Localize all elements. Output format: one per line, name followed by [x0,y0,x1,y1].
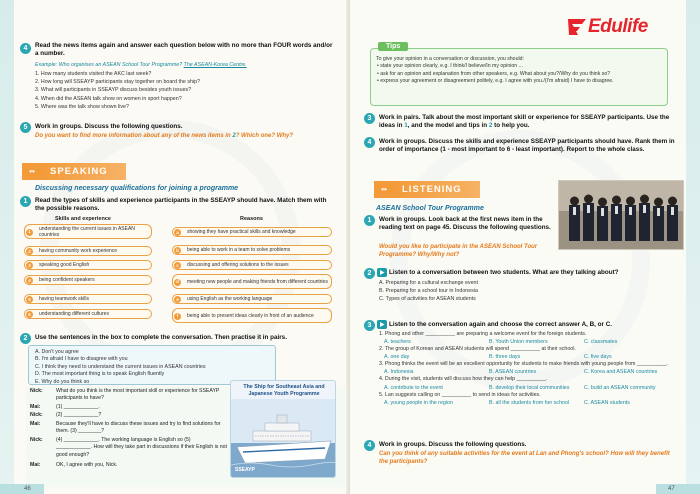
listening-exercise-4-instruction: Work in groups. Discuss the following questions. [379,441,527,448]
tip-item: • express your agreement or disagreement politely, e.g. I agree with you./(I'm afraid) I have to disagree. [377,77,614,84]
example-label: Example: [35,62,58,68]
option-number: 6 [26,311,33,318]
audio-track-icon[interactable] [377,268,387,277]
skill-option-2[interactable] [24,246,152,256]
phrase-item: C. I think they need to understand the current issues in ASEAN countries [35,363,206,370]
ship-image-card [230,380,336,478]
exercise-4-question-list [35,70,340,111]
logo-text: Edulife [588,16,648,37]
mc-question: 4. During the visit, students will discuss how they can help __________. [379,376,548,383]
option-text: being able to present ideas clearly in front of an audience [187,312,314,319]
phrase-item: A. Don't you agree [35,349,79,355]
option-number: 5 [26,296,33,303]
question-item: 1. How many students visited the AKC last week? [35,71,152,77]
mc-question: 3. Phong thinks the event will be an excellent opportunity for students to make friends with young people from __________. [379,361,668,368]
answer-option[interactable]: C. Types of activities for ASEAN students [379,296,476,303]
mc-option-a[interactable]: A. Indonesia [384,369,414,376]
question-text-part: Do you want to find more information about any of the news items in [35,133,231,139]
mc-options-row [379,338,684,346]
listening-subtitle: ASEAN School Tour Programme [376,205,484,212]
listening-exercise-3-instruction: Listen to the conversation again and choose the correct answer A, B, or C. [389,321,613,328]
left-edge-stripe [0,0,14,494]
phrase-item: E. Why do you think so [35,378,90,385]
edulife-logo [566,16,648,38]
question-item: 5. Where was the talk show shown live? [35,103,129,110]
mc-option-b[interactable]: B. ASEAN countries [489,369,537,376]
exercise-4-instruction: Read the news items again and answer each question below with no more than FOUR words and/or a number. [35,42,333,57]
listening-section-header [374,181,480,198]
mc-option-c[interactable]: C. classmates [584,339,618,346]
reference-number: 2 [232,133,236,139]
section-dots-icon: •• [22,163,42,180]
question-item: 4. When did the ASEAN talk show on women in sport happen? [35,95,182,102]
example-answer: The ASEAN-Korea Centre. [183,62,247,68]
instruction-text-part: Work in pairs. Talk about the most important skill or experience for SSEAYP participants. Use the ideas in [379,114,670,129]
reason-option-c[interactable] [172,260,332,270]
instruction-text-part: , and the model and tips in [407,121,488,129]
listening-exercise-3-number: 3 [364,320,375,331]
tips-content [376,56,666,85]
option-text: discussing and offering solutions to the issues [187,262,289,268]
skill-option-5[interactable] [24,294,152,304]
listening-exercise-1-instruction: Work in groups. Look back at the first news item in the reading text on page 45. Discuss the following questions. [379,216,551,231]
listening-title: LISTENING [394,181,480,198]
speaker-label: Nick: [30,388,43,394]
answer-option[interactable]: B. Preparing for a school tour in Indonesia [379,288,478,295]
mc-options-row [379,353,684,361]
exercise-3-number: 3 [364,113,375,124]
mc-options-row [379,399,684,407]
mc-option-a[interactable]: A. teachers [384,339,411,346]
mc-option-a[interactable]: A. one day [384,354,410,361]
listening-exercise-1-number: 1 [364,215,375,226]
reasons-column-header: Reasons [240,216,263,222]
audio-track-icon[interactable] [377,320,387,329]
phrase-item: B. I'm afraid I have to disagree with you [35,356,128,363]
phrase-item: D. The most important thing is to speak English fluently [35,371,165,378]
dialogue-line: What do you think is the most important skill or experience for SSEAYP participants to have? [56,388,220,402]
mc-option-a[interactable]: A. young people in the region [384,399,453,406]
reason-option-e[interactable] [172,294,332,304]
exercise-5-question [35,133,335,141]
example-question: Who organises an ASEAN School Tour Programme? [58,62,183,68]
speaker-label: Mai: [30,421,41,427]
option-letter: e [174,296,181,303]
exercise-4-number: 4 [20,43,31,54]
option-letter: d [174,279,181,286]
option-number: 2 [26,248,33,255]
mc-question: 1. Phong and other __________ are preparing a welcome event for the foreign students. [379,331,587,337]
mc-option-b[interactable]: B. Youth Union members [489,339,548,346]
option-text: using English as the working language [187,296,273,302]
option-text: understanding different cultures [39,311,109,317]
listening-exercise-2-options [379,279,679,304]
option-text: being confident speakers [39,277,95,283]
mc-option-b[interactable]: B. three days [489,354,521,361]
listening-exercise-3-questions [379,331,684,407]
mc-option-a[interactable]: A. contribute to the event [384,384,443,391]
mc-options-row [379,368,684,376]
option-text: meeting new people and making friends from different countries [187,278,328,285]
option-letter: a [174,229,181,236]
question-item: 2. How long will SSEAYP participants stay together on board the ship? [35,79,200,86]
option-letter: b [174,247,181,254]
mc-option-b[interactable]: B. all the students from her school [489,399,570,406]
left-page-number: 46 [24,486,31,492]
speaking-subtitle: Discussing necessary qualifications for joining a programme [35,185,239,192]
option-letter: c [174,262,181,269]
tips-intro: To give your opinion in a conversation or discussion, you should: [376,56,524,62]
skills-column-header: Skills and experience [55,216,111,222]
speaking-exercise-2-instruction: Use the sentences in the box to complete the conversation. Then practise it in pairs. [35,334,287,341]
option-text: being able to work in a team to solve problems [187,247,291,253]
exercise-4-example [35,61,340,69]
skill-option-1[interactable] [24,224,152,239]
section-dots-icon: •• [374,181,394,198]
speaker-label: Mai: [30,462,41,468]
tip-item: • ask for an opinion and explanation from other speakers, e.g. What about you?/Why do you think so? [377,70,611,77]
speaking-exercise-1-instruction: Read the types of skills and experience participants in the SSEAYP should have. Match them with the possible reasons. [35,197,327,212]
mc-option-c[interactable]: C. build an ASEAN community [584,384,656,391]
left-bottom-bar [0,484,44,494]
dialogue-line: (2) ____________? [56,412,102,418]
listening-exercise-2-instruction: Listen to a conversation between two students. What are they talking about? [389,269,619,276]
dialogue-line: (4) ____________. The working language is English so (5) ____________. How will they take part in discussions if their English is not good enough? [56,437,227,458]
reference-number: 2 [488,121,493,129]
tip-item: • state your opinion clearly, e.g. I think/I believe/In my opinion ... [377,63,523,70]
right-page-number: 47 [668,486,675,492]
speaker-label: Nick: [30,412,43,418]
option-text: having community work experience [39,248,118,254]
right-page [350,0,700,494]
ship-caption: The Ship for Southeast Asia and Japanese Youth Programme [243,384,325,397]
listening-exercise-4-question: Can you think of any suitable activities for the event at Lan and Phong's school? How will they benefit the participants? [379,451,670,465]
tip-text: express your agreement or disagreement politely, e.g. I agree with you./(I'm afraid) I have to disagree. [380,77,614,84]
question-text-part: ? Which one? Why? [235,133,294,139]
ship-label: SSEAYP [235,467,255,473]
speaker-label: Nick: [30,437,43,443]
dialogue-line: Because they'll have to discuss these issues and try to find solutions for them. (3) ________? [56,421,221,435]
exercise-4-number: 4 [364,137,375,148]
exercise-4-instruction: Work in groups. Discuss the skills and experience SSEAYP participants should have. Rank them in order of importance (1 - most important to 6 - least important). Report to the whole class. [379,138,675,153]
mc-option-c[interactable]: C. Korea and ASEAN countries [584,369,658,376]
reason-option-b[interactable] [172,245,332,255]
mc-option-c[interactable]: C. ASEAN students [584,399,630,406]
option-text: understanding the current issues in ASEAN countries [39,225,135,238]
instruction-text-part: to help you. [494,121,530,129]
reference-number: 1 [404,121,408,129]
speaking-section-header [22,163,126,180]
mc-question: 2. The group of Korean and ASEAN students will spend __________ at their school. [379,346,576,353]
option-text: having teamwork skills [39,296,90,302]
option-text: showing they have practical skills and knowledge [187,229,296,235]
skill-option-6[interactable] [24,309,152,319]
exercise-3-instruction [379,114,679,130]
dialogue-line: OK, I agree with you, Nick. [56,462,118,468]
dialogue-line: (1) ____________. [56,404,100,410]
reason-option-f[interactable] [172,308,332,323]
exercise-5-instruction: Work in groups. Discuss the following questions. [35,123,183,130]
option-number: 3 [26,262,33,269]
right-edge-stripe [686,0,700,494]
question-item: 3. What will participants in SSEAYP discuss besides youth issues? [35,87,192,94]
phrase-box [28,345,276,385]
option-letter: f [174,313,181,320]
listening-exercise-1-question: Would you like to participate in the ASEAN School Tour Programme? Why/Why not? [379,244,538,258]
tip-text: ask for an opinion and explanation from other speakers, e.g. What about you?/Why do you think so? [380,70,611,77]
tips-tag: Tips [378,42,408,51]
right-bottom-bar [656,484,700,494]
answer-option[interactable]: A. Preparing for a cultural exchange event [379,280,478,286]
exercise-5-number: 5 [20,122,31,133]
mc-question: 5. Lan suggests calling on __________ to send in ideas for activities. [379,391,541,398]
mc-option-b[interactable]: B. develop their local communities [489,384,570,391]
speaking-title: SPEAKING [42,163,126,180]
reason-option-a[interactable] [172,227,332,237]
listening-exercise-4-number: 4 [364,440,375,451]
speaker-label: Mai: [30,404,41,410]
logo-mark-icon [566,16,588,38]
option-text: speaking good English [39,262,90,268]
skill-option-4[interactable] [24,275,152,285]
students-photo [558,180,684,250]
tip-text: state your opinion clearly, e.g. I think/I believe/In my opinion ... [380,63,523,70]
mc-options-row [379,384,684,392]
option-number: 4 [26,277,33,284]
students-group-image [559,181,684,250]
listening-exercise-2-number: 2 [364,268,375,279]
skill-option-3[interactable] [24,260,152,270]
speaking-exercise-2-number: 2 [20,333,31,344]
option-number: 1 [26,229,33,236]
reason-option-d[interactable] [172,274,332,289]
speaking-exercise-1-number: 1 [20,196,31,207]
mc-option-c[interactable]: C. five days [584,354,612,361]
